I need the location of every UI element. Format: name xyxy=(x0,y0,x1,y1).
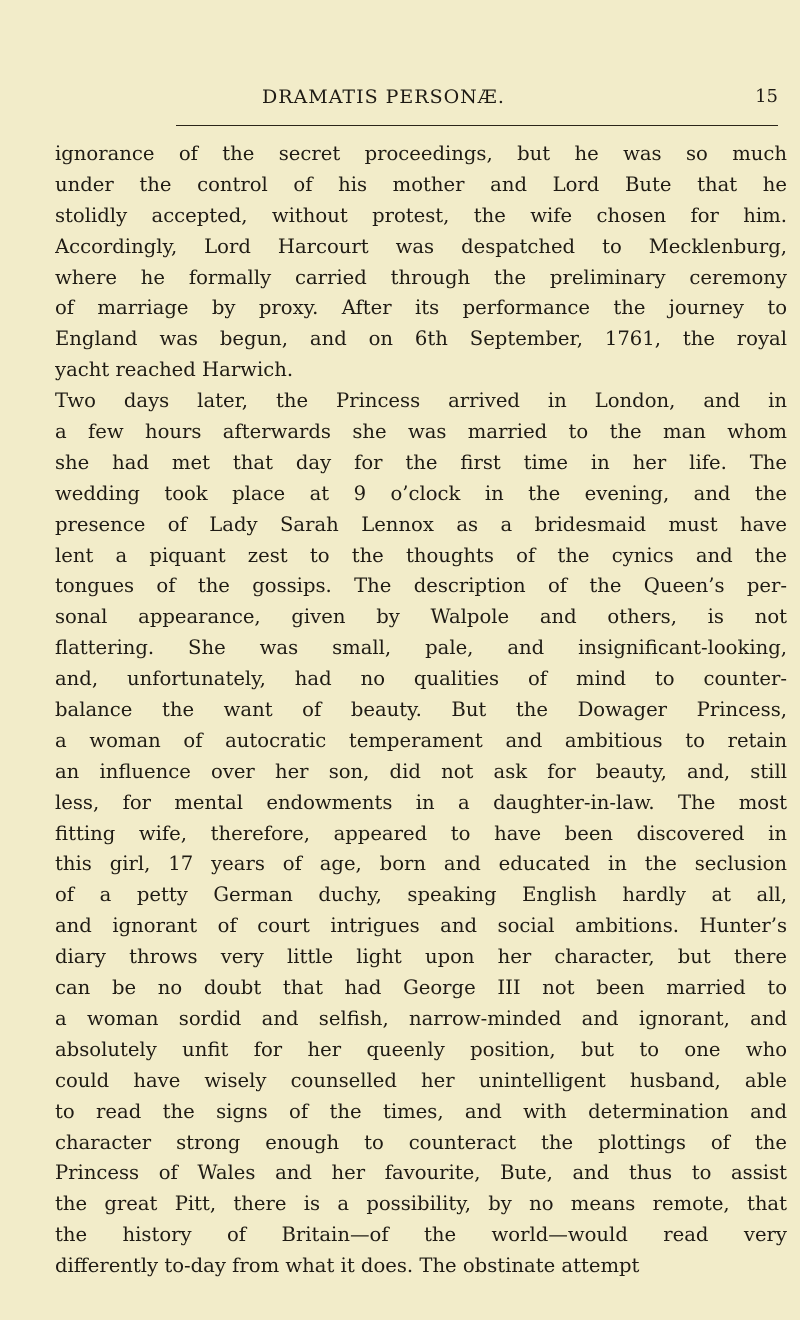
text-line: differently to-day from what it does. The obstinate attempt xyxy=(55,1254,640,1278)
text-line: a woman of autocratic temperament and ambitious to retain xyxy=(55,728,787,752)
text-line: the great Pitt, there is a possibility, by no means remote, that xyxy=(55,1192,787,1216)
text-line: flattering. She was small, pale, and insignificant-looking, xyxy=(55,636,787,660)
text-line: she had met that day for the first time in her life. The xyxy=(55,450,787,474)
text-line: balance the want of beauty. But the Dowager Princess, xyxy=(55,698,787,722)
text-line: stolidly accepted, without protest, the wife chosen for him. xyxy=(55,203,787,227)
header-rule xyxy=(176,125,778,126)
text-line: absolutely unfit for her queenly position, but to one who xyxy=(55,1037,787,1061)
text-line: tongues of the gossips. The description of the Queen’s per- xyxy=(55,574,787,598)
running-head xyxy=(172,86,778,116)
text-line: the history of Britain—of the world—would read very xyxy=(55,1223,787,1247)
text-line: to read the signs of the times, and with determination and xyxy=(55,1099,787,1123)
body-text xyxy=(55,139,787,1282)
text-line: could have wisely counselled her unintelligent husband, able xyxy=(55,1068,787,1092)
text-line: Accordingly, Lord Harcourt was despatched to Mecklenburg, xyxy=(55,234,787,258)
text-line: under the control of his mother and Lord Bute that he xyxy=(55,172,787,196)
text-line: lent a piquant zest to the thoughts of the cynics and the xyxy=(55,543,787,567)
text-line: of marriage by proxy. After its performance the journey to xyxy=(55,296,787,320)
text-line: presence of Lady Sarah Lennox as a bridesmaid must have xyxy=(55,512,787,536)
text-line: wedding took place at 9 o’clock in the evening, and the xyxy=(55,481,787,505)
text-line: can be no doubt that had George III not been married to xyxy=(55,976,787,1000)
text-line: sonal appearance, given by Walpole and others, is not xyxy=(55,605,787,629)
text-line: character strong enough to counteract the plottings of the xyxy=(55,1130,787,1154)
text-line: a woman sordid and selfish, narrow-minded and ignorant, and xyxy=(55,1006,787,1030)
text-line: a few hours afterwards she was married to the man whom xyxy=(55,420,787,444)
text-line: where he formally carried through the preliminary ceremony xyxy=(55,265,787,289)
text-line: England was begun, and on 6th September, 1761, the royal xyxy=(55,327,787,351)
text-line: ignorance of the secret proceedings, but he was so much xyxy=(55,142,787,165)
text-line: this girl, 17 years of age, born and educated in the seclusion xyxy=(55,852,787,876)
text-line: and, unfortunately, had no qualities of mind to counter- xyxy=(55,667,787,691)
running-title: DRAMATIS PERSONÆ. xyxy=(262,86,505,108)
text-line: Two days later, the Princess arrived in London, and in xyxy=(55,389,787,413)
text-line: diary throws very little light upon her character, but there xyxy=(55,945,787,969)
text-line: yacht reached Harwich. xyxy=(55,358,294,382)
text-line: Princess of Wales and her favourite, Bute, and thus to assist xyxy=(55,1161,787,1185)
text-line: and ignorant of court intrigues and social ambitions. Hunter’s xyxy=(55,914,787,938)
text-line: fitting wife, therefore, appeared to have been discovered in xyxy=(55,821,787,845)
text-line: of a petty German duchy, speaking English hardly at all, xyxy=(55,883,787,907)
text-line: less, for mental endowments in a daughter-in-law. The most xyxy=(55,790,787,814)
text-line: an influence over her son, did not ask for beauty, and, still xyxy=(55,759,787,783)
page-number: 15 xyxy=(755,86,778,107)
